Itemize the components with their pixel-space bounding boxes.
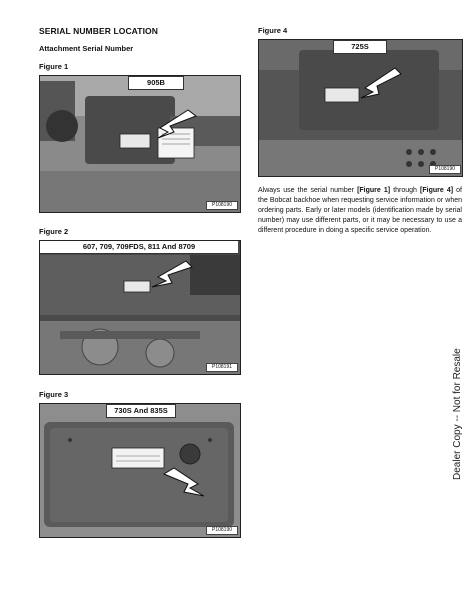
figure-1-model: 905B — [128, 76, 184, 90]
subsection-title: Attachment Serial Number — [39, 44, 134, 53]
figure-1-ref: P108190 — [206, 201, 238, 210]
watermark-container — [452, 348, 463, 480]
figure-1-reference: [Figure 1] — [357, 187, 391, 194]
figure-1-photo — [39, 75, 241, 213]
body-text-1: Always use the serial number — [258, 187, 358, 194]
figure-4-photo — [258, 39, 463, 177]
figure-2-photo — [39, 240, 241, 375]
figure-3-label: Figure 3 — [39, 390, 69, 399]
figure-3-ref: P108190 — [206, 526, 238, 535]
figure-4-label: Figure 4 — [258, 26, 288, 35]
figure-2-model: 607, 709, 709FDS, 811 And 8709 — [40, 241, 238, 254]
figure-2-label: Figure 2 — [39, 227, 69, 236]
section-title: SERIAL NUMBER LOCATION — [39, 26, 158, 36]
dealer-copy-watermark: Dealer Copy -- Not for Resale — [452, 348, 463, 480]
figure-2-ref: P108191 — [206, 363, 238, 372]
figure-3-model: 730S And 835S — [106, 404, 176, 418]
figure-3-photo — [39, 403, 241, 538]
figure-1-illustration — [40, 76, 240, 212]
figure-2-illustration — [40, 241, 240, 374]
body-text-3: of the Bobcat backhoe when requesting service information or when ordering parts. Early or later models (identification made by serial number) may use different parts, or it may be necessary to use a different procedure in doing a specific service operation. — [258, 187, 462, 234]
figure-1-label: Figure 1 — [39, 62, 69, 71]
figure-4-illustration — [259, 40, 462, 176]
figure-4-reference: [Figure 4] — [420, 187, 454, 194]
body-text-2: through — [390, 187, 421, 194]
figure-4-ref: P108190 — [429, 165, 461, 174]
service-note-paragraph — [258, 186, 462, 236]
figure-3-illustration — [40, 404, 240, 537]
figure-4-model: 725S — [333, 40, 387, 54]
